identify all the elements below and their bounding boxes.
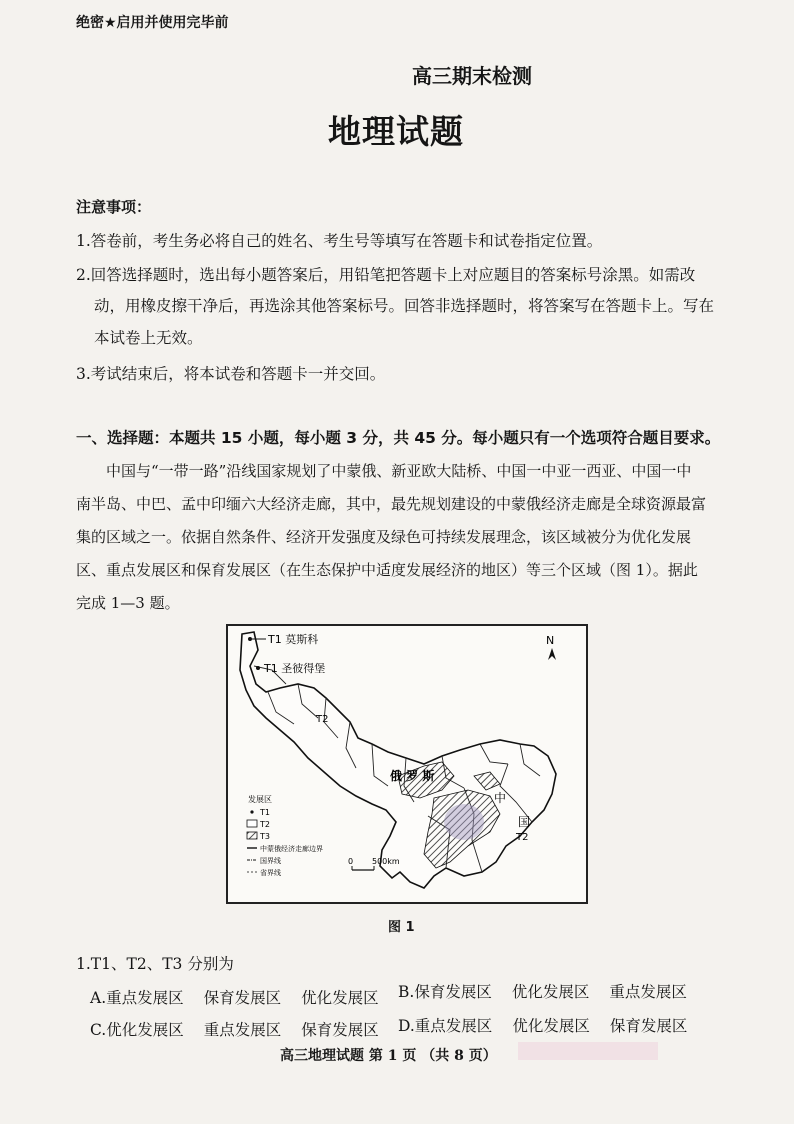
option-c-1: C.优化发展区 [90, 1021, 184, 1039]
option-d [398, 1014, 707, 1036]
figure-caption: 图 1 [388, 920, 415, 935]
option-a-2: 保育发展区 [203, 989, 282, 1007]
material-line-4: 区、重点发展区和保育发展区（在生态保护中适度发展经济的地区）等三个区域（图 1）。据此 [76, 561, 698, 579]
legend-t1: T1 [260, 808, 270, 817]
corridor-map [226, 624, 588, 904]
option-b-1: B.保育发展区 [398, 983, 492, 1001]
legend-t2: T2 [260, 820, 270, 829]
north-arrow-icon [548, 648, 556, 660]
print-smudge [444, 804, 484, 840]
north-label: N [546, 634, 555, 647]
china-label: 中 [494, 791, 507, 805]
notice-item-2-line-3: 本试卷上无效。 [94, 329, 203, 347]
legend-border: 国界线 [260, 857, 281, 865]
map-legend [247, 794, 323, 877]
legend-title: 发展区 [248, 795, 272, 804]
option-c-2: 重点发展区 [203, 1021, 282, 1039]
notice-item-2-line-1: 2.回答选择题时，选出每小题答案后，用铅笔把答题卡上对应题目的答案标号涂黑。如需改 [76, 266, 696, 284]
material-line-5: 完成 1—3 题。 [76, 594, 180, 612]
exam-name: 高三期末检测 [412, 64, 532, 88]
notice-heading: 注意事项： [76, 198, 152, 216]
notice-item-3: 3.考试结束后，将本试卷和答题卡一并交回。 [76, 365, 386, 383]
option-b [398, 980, 707, 1002]
material-line-2: 南半岛、中巴、孟中印缅六大经济走廊，其中，最先规划建设的中蒙俄经济走廊是全球资源最富 [76, 495, 707, 513]
stpetersburg-marker [256, 666, 260, 670]
option-d-1: D.重点发展区 [398, 1017, 493, 1035]
moscow-marker [248, 637, 252, 641]
page-footer: 高三地理试题 第 1 页 （共 8 页） [280, 1048, 497, 1064]
page-title: 地理试题 [328, 112, 464, 151]
option-b-3: 重点发展区 [609, 983, 687, 1001]
scale-zero: 0 [348, 857, 354, 866]
t2-label-east: T2 [516, 832, 529, 843]
question-1-stem: 1.T1、T2、T3 分别为 [76, 955, 234, 973]
section-heading: 一、选择题：本题共 15 小题，每小题 3 分，共 45 分。每小题只有一个选项符合题目要求。 [76, 429, 721, 447]
material-line-3: 集的区域之一。依据自然条件、经济开发强度及绿色可持续发展理念，该区域被分为优化发展 [76, 528, 692, 546]
legend-corridor: 中蒙俄经济走廊边界 [260, 845, 323, 853]
option-c [90, 1018, 399, 1040]
option-a-3: 优化发展区 [301, 989, 379, 1007]
option-a [90, 986, 399, 1008]
material-line-1: 中国与“一带一路”沿线国家规划了中蒙俄、新亚欧大陆桥、中国一中亚一西亚、中国一中 [106, 462, 692, 480]
stpetersburg-label: T1 圣彼得堡 [264, 662, 326, 675]
notice-item-2-line-2: 动，用橡皮擦干净后，再选涂其他答案标号。回答非选择题时，将答案写在答题卡上。写在 [94, 297, 715, 315]
t2-label-west: T2 [316, 714, 329, 725]
moscow-label: T1 莫斯科 [268, 633, 319, 646]
notice-item-1: 1.答卷前，考生务必将自己的姓名、考生号等填写在答题卡和试卷指定位置。 [76, 232, 603, 250]
russia-label: 俄 罗 斯 [390, 769, 435, 783]
option-a-1: A.重点发展区 [90, 989, 184, 1007]
china-label-2: 国 [518, 815, 531, 829]
option-b-2: 优化发展区 [511, 983, 590, 1001]
option-d-3: 保育发展区 [609, 1017, 688, 1035]
legend-province: 省界线 [260, 869, 281, 877]
option-c-3: 保育发展区 [301, 1021, 379, 1039]
scale-km: 500km [372, 857, 400, 866]
confidential-label: 绝密★启用并使用完毕前 [76, 15, 229, 31]
legend-t3: T3 [260, 832, 270, 841]
map-drawing [228, 626, 586, 902]
scan-smudge [518, 1042, 658, 1060]
option-d-2: 优化发展区 [512, 1017, 590, 1035]
